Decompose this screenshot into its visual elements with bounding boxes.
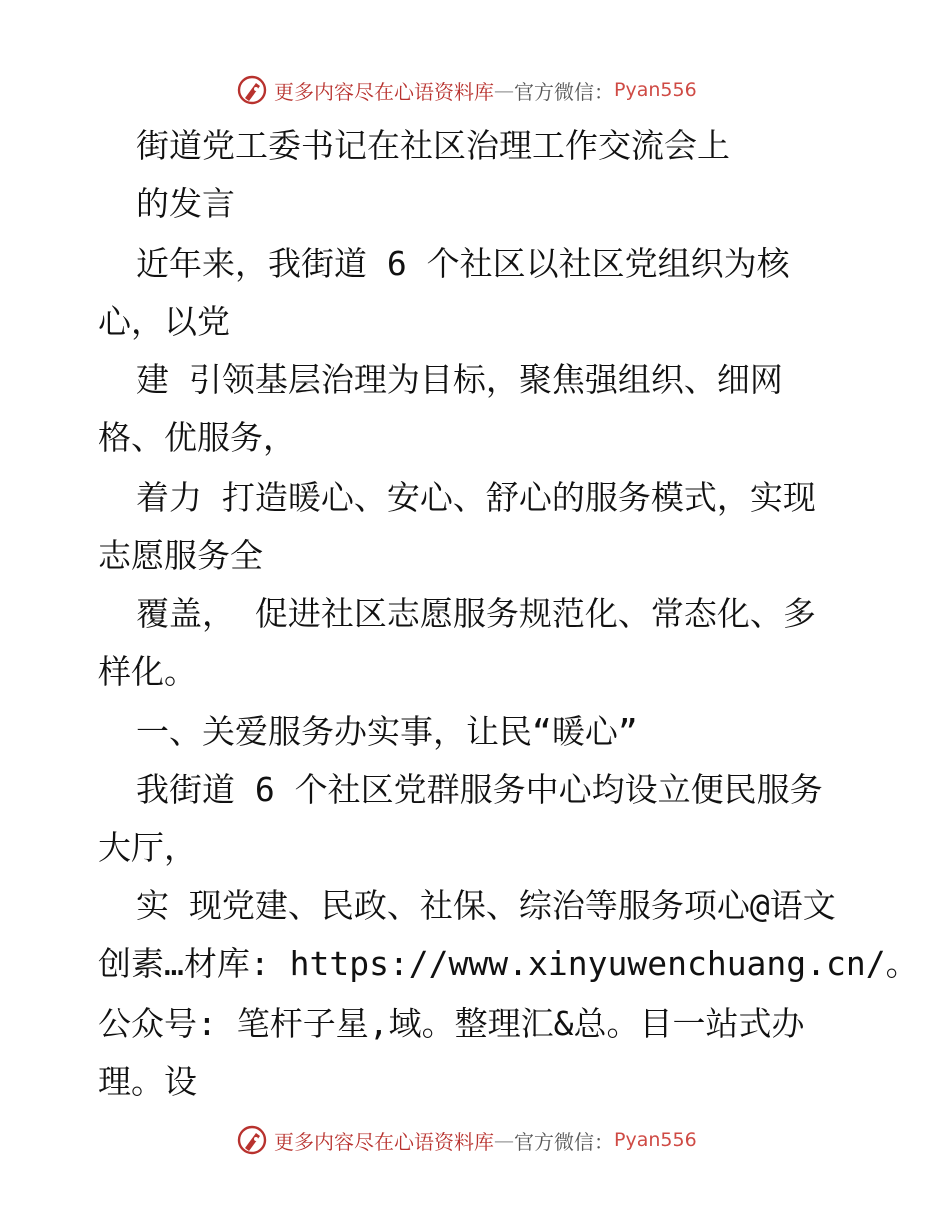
watermark-official-label: 官方微信： (514, 79, 614, 104)
watermark-banner-top (236, 72, 697, 108)
watermark-official-label: 官方微信： (514, 1129, 614, 1154)
section-heading: 一、关爱服务办实事，让民“暖心” (136, 712, 638, 751)
body-line: 样化。 (98, 652, 197, 691)
body-line: 志愿服务全 (98, 536, 263, 575)
body-line: 覆盖， 促进社区志愿服务规范化、常态化、多 (136, 594, 816, 633)
body-line: 格、优服务， (98, 418, 296, 457)
watermark-wechat-id: Pyan556 (614, 1129, 697, 1151)
pen-nib-circle-icon (236, 74, 268, 106)
body-line: 心，以党 (98, 302, 230, 341)
watermark-separator: — (494, 78, 514, 102)
body-line: 实 现党建、民政、社保、综治等服务项心@语文 (136, 886, 836, 925)
body-line: 理。设 (98, 1062, 197, 1101)
watermark-brand-text: 更多内容尽在心语资料库 (274, 1129, 494, 1154)
watermark-separator: — (494, 1128, 514, 1152)
watermark-brand-text: 更多内容尽在心语资料库 (274, 79, 494, 104)
pen-nib-circle-icon (236, 1124, 268, 1156)
body-line: 我街道 6 个社区党群服务中心均设立便民服务 (136, 770, 823, 809)
body-line: 大厅， (98, 828, 197, 867)
watermark-wechat-id: Pyan556 (614, 79, 697, 101)
body-line: 创素…材库: https://www.xinyuwenchuang.cn/。 (98, 944, 919, 983)
body-line: 着力 打造暖心、安心、舒心的服务模式，实现 (136, 478, 816, 517)
document-title-line-1: 街道党工委书记在社区治理工作交流会上 (136, 126, 730, 165)
body-line: 建 引领基层治理为目标，聚焦强组织、细网 (136, 360, 783, 399)
document-title-line-2: 的发言 (136, 184, 235, 223)
watermark-banner-bottom (236, 1122, 697, 1158)
body-line: 近年来，我街道 6 个社区以社区党组织为核 (136, 244, 790, 283)
body-line: 公众号: 笔杆子星,域。整理汇&总。目一站式办 (98, 1004, 805, 1043)
